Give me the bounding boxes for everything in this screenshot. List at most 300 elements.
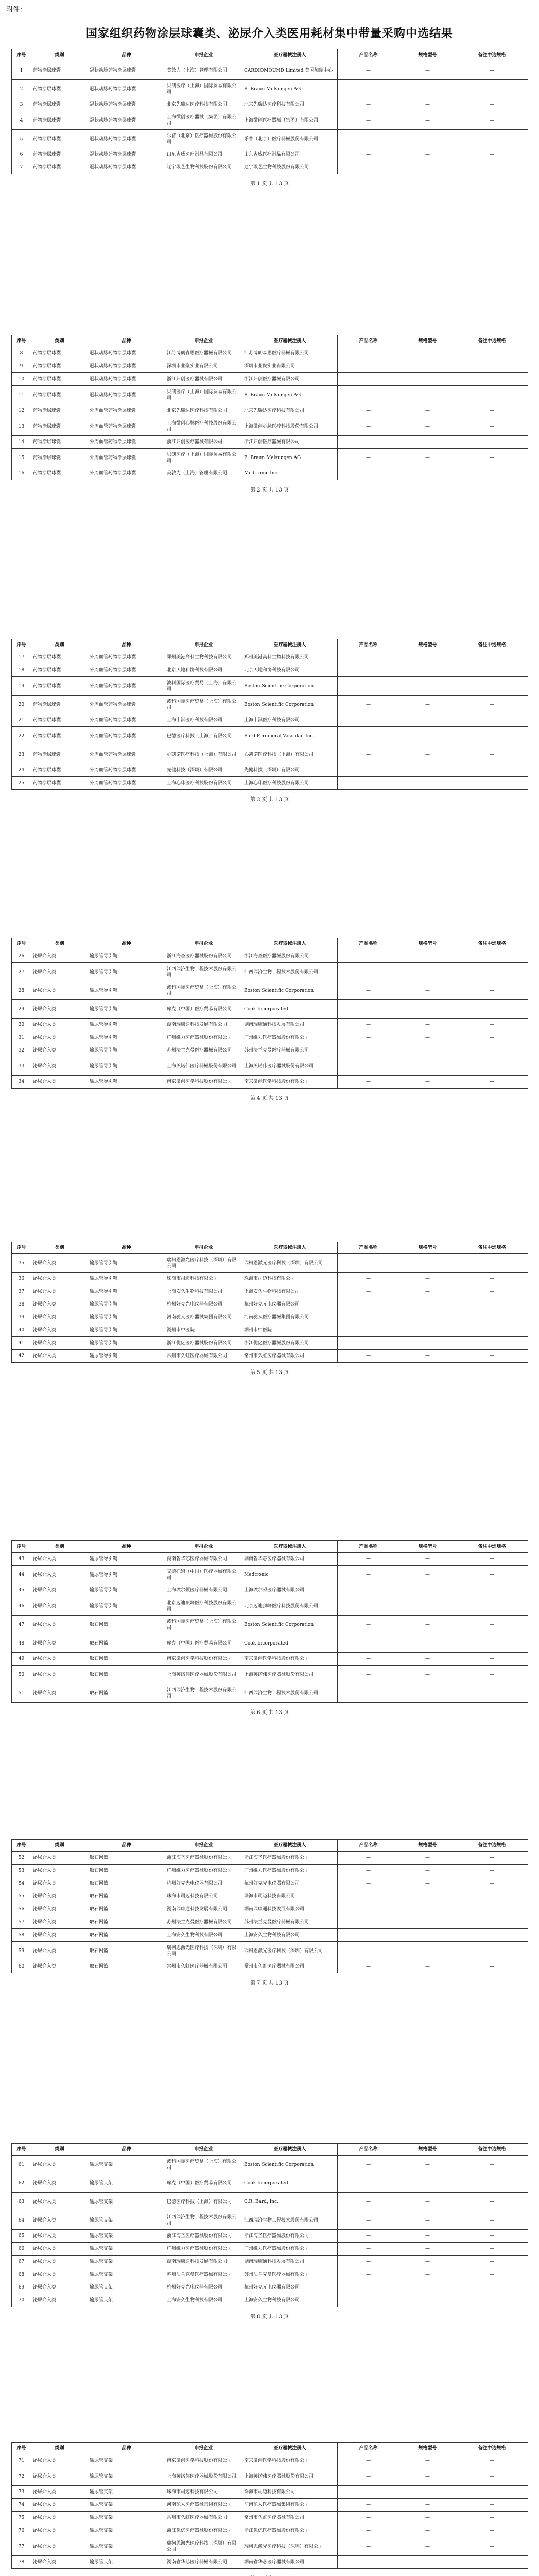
table-cell: —	[338, 404, 399, 417]
document-page	[11, 1540, 528, 1716]
table-cell: —	[399, 1311, 456, 1324]
table-cell: Medtronic Inc.	[242, 467, 338, 480]
table-cell: 泌尿介入类	[31, 2524, 88, 2537]
table-row	[12, 950, 528, 963]
table-row	[12, 1057, 528, 1076]
table-cell: 上海微创医疗器械（集团）有限公司	[242, 111, 338, 130]
column-header: 规格型号	[399, 2144, 456, 2156]
table-cell: 36	[12, 1273, 31, 1285]
table-cell: —	[456, 347, 528, 360]
table-cell: 3	[12, 98, 31, 111]
table-row	[12, 1350, 528, 1363]
table-cell: 深圳市业聚实业有限公司	[242, 360, 338, 373]
table-cell: 泌尿介入类	[31, 981, 88, 1000]
table-cell: 南京微创医学科技股份有限公司	[242, 2454, 338, 2467]
table-row	[12, 449, 528, 467]
column-header: 规格型号	[399, 335, 456, 347]
table-cell: 药物涂层球囊	[31, 449, 88, 467]
table-cell: 泌尿介入类	[31, 1942, 88, 1960]
table-cell: 输尿管导引鞘	[88, 1350, 165, 1363]
table-cell: 泌尿介入类	[31, 1044, 88, 1057]
table-cell: —	[456, 2230, 528, 2243]
table-cell: 珠海市司迈科技有限公司	[242, 2486, 338, 2499]
table-cell: 上海申淇医疗科技有限公司	[242, 714, 338, 727]
table-cell: —	[338, 2211, 399, 2230]
table-cell: —	[456, 2556, 528, 2569]
results-table	[11, 2143, 528, 2307]
table-cell: 输尿管导引鞘	[88, 1597, 165, 1616]
table-cell: —	[399, 1616, 456, 1634]
table-cell: —	[338, 1000, 399, 1019]
table-cell: 珠海市司迈科技有限公司	[242, 1890, 338, 1903]
table-cell: 江西瑞济生物工程技术股份有限公司	[165, 2211, 242, 2230]
table-cell: 药物涂层球囊	[31, 61, 88, 80]
table-cell: 浙江海圣医疗器械股份有限公司	[165, 950, 242, 963]
table-cell: 药物涂层球囊	[31, 161, 88, 174]
table-cell: —	[338, 148, 399, 161]
document-page	[11, 639, 528, 803]
table-cell: 北京先瑞达医疗科技有限公司	[165, 98, 242, 111]
table-cell: —	[399, 2156, 456, 2174]
table-cell: 心凯诺医疗科技（上海）有限公司	[165, 745, 242, 764]
table-cell: —	[456, 449, 528, 467]
table-cell: 冠状动脉药物涂层球囊	[88, 111, 165, 130]
table-cell: —	[399, 1566, 456, 1584]
table-header-row	[12, 1541, 528, 1553]
table-cell: 取石网篮	[88, 1634, 165, 1653]
table-cell: —	[399, 1634, 456, 1653]
page-number: 第 2 页 共 13 页	[250, 487, 289, 493]
table-cell: —	[338, 696, 399, 714]
table-cell: —	[338, 1942, 399, 1960]
table-cell: —	[399, 130, 456, 148]
table-cell: 常州市久虹医疗器械有限公司	[242, 1350, 338, 1363]
table-cell: 冠状动脉药物涂层球囊	[88, 347, 165, 360]
column-header: 序号	[12, 2443, 31, 2454]
table-cell: 药物涂层球囊	[31, 347, 88, 360]
table-cell: 69	[12, 2281, 31, 2294]
table-cell: 辽宁垠艺生物科技股份有限公司	[242, 161, 338, 174]
table-cell: 泌尿介入类	[31, 1076, 88, 1089]
table-cell: —	[338, 727, 399, 745]
table-cell: 杭州好克光电仪器有限公司	[165, 1298, 242, 1311]
table-cell: —	[399, 1298, 456, 1311]
column-header: 产品名称	[338, 639, 399, 651]
table-cell: 乐普（北京）医疗器械股份有限公司	[242, 130, 338, 148]
table-cell: 取石网篮	[88, 1865, 165, 1877]
table-cell: 上海英诺伟医疗器械股份有限公司	[165, 1666, 242, 1684]
table-cell: 1	[12, 61, 31, 80]
table-cell: —	[338, 1298, 399, 1311]
table-cell: —	[456, 386, 528, 404]
table-cell: —	[399, 1597, 456, 1616]
table-cell: 51	[12, 1684, 31, 1703]
table-cell: —	[338, 2499, 399, 2512]
table-cell: 外周血管药物涂层球囊	[88, 436, 165, 449]
table-cell: 6	[12, 148, 31, 161]
table-cell: 浙江归创医疗器械有限公司	[165, 373, 242, 386]
table-cell: 上海申淇医疗科技有限公司	[165, 714, 242, 727]
table-cell: 河南驼人医疗器械集团有限公司	[242, 1311, 338, 1324]
table-cell: 输尿管支架	[88, 2537, 165, 2556]
column-header: 序号	[12, 335, 31, 347]
table-cell: 药物涂层球囊	[31, 745, 88, 764]
table-cell: —	[456, 2156, 528, 2174]
table-cell: —	[399, 449, 456, 467]
table-cell: —	[456, 1916, 528, 1929]
table-cell: 34	[12, 1076, 31, 1089]
table-cell: —	[338, 714, 399, 727]
table-header-row	[12, 1840, 528, 1852]
table-cell: —	[456, 2256, 528, 2268]
table-cell: —	[338, 1254, 399, 1273]
table-cell: 53	[12, 1865, 31, 1877]
table-cell: 13	[12, 417, 31, 436]
table-cell: 南京微创医学科技股份有限公司	[165, 1653, 242, 1666]
table-cell: 65	[12, 2230, 31, 2243]
table-cell: —	[456, 1350, 528, 1363]
table-cell: 泌尿介入类	[31, 1311, 88, 1324]
table-cell: —	[456, 130, 528, 148]
table-cell: 外周血管药物涂层球囊	[88, 651, 165, 664]
table-cell: 北京迈迪顶峰医疗科技股份有限公司	[242, 1597, 338, 1616]
table-cell: —	[338, 1929, 399, 1942]
table-row	[12, 130, 528, 148]
document-page	[11, 335, 528, 493]
table-cell: —	[338, 347, 399, 360]
table-cell: —	[338, 777, 399, 790]
table-cell: 苏州法兰克曼医疗器械有限公司	[242, 1916, 338, 1929]
table-cell: 泌尿介入类	[31, 1057, 88, 1076]
table-cell: 泌尿介入类	[31, 1584, 88, 1597]
table-cell: 外周血管药物涂层球囊	[88, 417, 165, 436]
table-cell: 泌尿介入类	[31, 1031, 88, 1044]
table-cell: —	[399, 664, 456, 677]
table-row	[12, 373, 528, 386]
table-cell: 瑞柯恩激光医疗科技（深圳）有限公司	[242, 1254, 338, 1273]
column-header: 品种	[88, 1242, 165, 1254]
column-header: 类别	[31, 2144, 88, 2156]
table-cell: —	[399, 1000, 456, 1019]
column-header: 产品名称	[338, 49, 399, 61]
table-cell: 美敦力（上海）管理有限公司	[165, 467, 242, 480]
table-cell: 47	[12, 1616, 31, 1634]
table-row	[12, 1298, 528, 1311]
table-cell: 泌尿介入类	[31, 963, 88, 981]
table-row	[12, 98, 528, 111]
table-cell: —	[399, 2174, 456, 2193]
table-cell: 泌尿介入类	[31, 1852, 88, 1865]
table-cell: Boston Scientific Corporation	[242, 2156, 338, 2174]
table-cell: 输尿管支架	[88, 2243, 165, 2256]
table-cell: 浙江海圣医疗器械股份有限公司	[165, 2230, 242, 2243]
table-cell: —	[456, 1634, 528, 1653]
table-cell: 外周血管药物涂层球囊	[88, 677, 165, 696]
document-page	[11, 2442, 528, 2576]
table-row	[12, 777, 528, 790]
table-cell: —	[456, 2499, 528, 2512]
table-cell: —	[399, 2556, 456, 2569]
column-header: 产品名称	[338, 2144, 399, 2156]
table-cell: 乐普（北京）医疗器械股份有限公司	[165, 130, 242, 148]
table-cell: 取石网篮	[88, 1903, 165, 1916]
table-row	[12, 1285, 528, 1298]
table-cell: 泌尿介入类	[31, 2211, 88, 2230]
table-cell: 取石网篮	[88, 1877, 165, 1890]
table-cell: 泌尿介入类	[31, 1634, 88, 1653]
table-row	[12, 1929, 528, 1942]
table-cell: —	[338, 1653, 399, 1666]
column-header: 序号	[12, 1242, 31, 1254]
table-cell: 上海微创心脉医疗科技股份有限公司	[242, 417, 338, 436]
table-cell: 上海安久生物科技有限公司	[242, 2294, 338, 2307]
table-cell: 杭州好克光电仪器有限公司	[165, 1877, 242, 1890]
table-cell: 美敦力（上海）管理有限公司	[165, 61, 242, 80]
table-cell: —	[399, 2256, 456, 2268]
table-cell: —	[338, 2467, 399, 2486]
table-cell: 郑州美港高科生物科技有限公司	[165, 651, 242, 664]
table-cell: 63	[12, 2193, 31, 2211]
table-cell: 输尿管支架	[88, 2524, 165, 2537]
table-cell: —	[456, 2512, 528, 2524]
table-row	[12, 1597, 528, 1616]
table-cell: —	[456, 1000, 528, 1019]
table-cell: 泌尿介入类	[31, 1273, 88, 1285]
table-cell: —	[399, 1031, 456, 1044]
table-cell: 73	[12, 2486, 31, 2499]
table-cell: —	[456, 467, 528, 480]
table-cell: 上海微创医疗器械（集团）有限公司	[165, 111, 242, 130]
results-table	[11, 639, 528, 790]
table-cell: 25	[12, 777, 31, 790]
table-cell: —	[456, 1890, 528, 1903]
column-header: 申报企业	[165, 639, 242, 651]
table-cell: —	[399, 696, 456, 714]
column-header: 医疗器械注册人	[242, 335, 338, 347]
table-cell: —	[456, 61, 528, 80]
table-cell: 52	[12, 1852, 31, 1865]
table-cell: —	[456, 80, 528, 98]
table-cell: 杭州好克光电仪器有限公司	[242, 2281, 338, 2294]
table-cell: Boston Scientific Corporation	[242, 677, 338, 696]
table-cell: 48	[12, 1634, 31, 1653]
table-cell: —	[456, 2294, 528, 2307]
table-cell: 药物涂层球囊	[31, 727, 88, 745]
table-cell: 杭州好克光电仪器有限公司	[242, 1877, 338, 1890]
table-cell: —	[456, 360, 528, 373]
table-cell: —	[456, 2174, 528, 2193]
table-cell: 泌尿介入类	[31, 2556, 88, 2569]
table-cell: 泌尿介入类	[31, 2256, 88, 2268]
table-cell: —	[338, 1273, 399, 1285]
table-cell: 北京天地和协科技有限公司	[165, 664, 242, 677]
table-cell: 河南驼人医疗器械集团有限公司	[165, 2499, 242, 2512]
column-header: 序号	[12, 639, 31, 651]
table-header-row	[12, 49, 528, 61]
table-cell: 湖南省华芯医疗器械有限公司	[242, 2556, 338, 2569]
table-cell: —	[338, 1337, 399, 1350]
table-row	[12, 417, 528, 436]
column-header: 产品名称	[338, 1840, 399, 1852]
table-cell: —	[399, 1254, 456, 1273]
table-cell: 22	[12, 727, 31, 745]
table-cell: —	[399, 2230, 456, 2243]
table-cell: —	[456, 111, 528, 130]
table-cell: 上海埃尔顿医疗器械有限公司	[165, 1584, 242, 1597]
table-cell: 江西瑞济生物工程技术股份有限公司	[165, 1684, 242, 1703]
table-cell: Cook Incorporated	[242, 1000, 338, 1019]
results-table	[11, 335, 528, 480]
table-cell: 67	[12, 2256, 31, 2268]
table-cell: —	[338, 98, 399, 111]
document-page	[11, 49, 528, 187]
table-cell: —	[338, 1350, 399, 1363]
table-cell: 泌尿介入类	[31, 2467, 88, 2486]
table-cell: —	[338, 417, 399, 436]
table-cell: 输尿管支架	[88, 2512, 165, 2524]
table-cell: —	[399, 727, 456, 745]
table-cell: 取石网篮	[88, 1929, 165, 1942]
table-row	[12, 1865, 528, 1877]
table-cell: —	[338, 1584, 399, 1597]
page-number: 第 5 页 共 13 页	[250, 1370, 289, 1376]
table-cell: 外周血管药物涂层球囊	[88, 714, 165, 727]
column-header: 类别	[31, 49, 88, 61]
table-cell: 冠状动脉药物涂层球囊	[88, 161, 165, 174]
table-cell: Medtronic	[242, 1566, 338, 1584]
table-cell: 30	[12, 1019, 31, 1031]
table-row	[12, 2156, 528, 2174]
column-header: 品种	[88, 1840, 165, 1852]
document-page	[11, 2143, 528, 2320]
table-cell: —	[456, 1597, 528, 1616]
table-row	[12, 1890, 528, 1903]
table-cell: —	[456, 777, 528, 790]
table-cell: 21	[12, 714, 31, 727]
table-cell: 河南驼人医疗器械集团有限公司	[165, 1311, 242, 1324]
column-header: 备注中选规格	[456, 2443, 528, 2454]
table-cell: 11	[12, 386, 31, 404]
document-page	[11, 938, 528, 1101]
table-cell: 17	[12, 651, 31, 664]
table-cell: —	[456, 436, 528, 449]
table-cell: 9	[12, 360, 31, 373]
table-cell: —	[399, 1960, 456, 1973]
column-header: 申报企业	[165, 2144, 242, 2156]
table-cell: —	[399, 2486, 456, 2499]
table-cell: 外周血管药物涂层球囊	[88, 404, 165, 417]
table-cell: 药物涂层球囊	[31, 664, 88, 677]
table-cell: —	[338, 2281, 399, 2294]
table-cell: —	[399, 1273, 456, 1285]
table-cell: 49	[12, 1653, 31, 1666]
table-cell: —	[338, 386, 399, 404]
table-cell: —	[399, 2281, 456, 2294]
table-cell: 北京先瑞达医疗科技有限公司	[165, 404, 242, 417]
column-header: 规格型号	[399, 49, 456, 61]
table-cell: —	[399, 764, 456, 777]
table-cell: —	[338, 467, 399, 480]
table-cell: 42	[12, 1350, 31, 1363]
table-cell: 28	[12, 981, 31, 1000]
column-header: 申报企业	[165, 1242, 242, 1254]
table-cell: 冠状动脉药物涂层球囊	[88, 130, 165, 148]
table-cell: —	[338, 2486, 399, 2499]
table-row	[12, 1916, 528, 1929]
table-cell: —	[338, 963, 399, 981]
table-cell: 库克（中国）医疗贸易有限公司	[165, 1000, 242, 1019]
table-row	[12, 467, 528, 480]
table-row	[12, 148, 528, 161]
table-cell: —	[338, 1684, 399, 1703]
table-cell: 20	[12, 696, 31, 714]
table-cell: —	[338, 449, 399, 467]
table-cell: 苏州法兰克曼医疗器械有限公司	[165, 1044, 242, 1057]
table-cell: —	[399, 745, 456, 764]
table-cell: 60	[12, 1960, 31, 1973]
table-cell: —	[399, 1666, 456, 1684]
table-cell: 瑞柯恩激光医疗科技（深圳）有限公司	[165, 1254, 242, 1273]
table-cell: —	[399, 417, 456, 436]
column-header: 类别	[31, 639, 88, 651]
table-row	[12, 1337, 528, 1350]
table-cell: 57	[12, 1916, 31, 1929]
table-cell: 先健科技（深圳）有限公司	[165, 764, 242, 777]
table-cell: 4	[12, 111, 31, 130]
table-row	[12, 2174, 528, 2193]
column-header: 品种	[88, 335, 165, 347]
table-row	[12, 61, 528, 80]
table-header-row	[12, 2443, 528, 2454]
table-cell: 29	[12, 1000, 31, 1019]
table-row	[12, 2230, 528, 2243]
table-cell: 泌尿介入类	[31, 2512, 88, 2524]
table-cell: —	[338, 1044, 399, 1057]
table-cell: 辽宁垠艺生物科技股份有限公司	[165, 161, 242, 174]
table-row	[12, 111, 528, 130]
table-cell: 14	[12, 436, 31, 449]
table-cell: 64	[12, 2211, 31, 2230]
page-number: 第 1 页 共 13 页	[250, 181, 289, 187]
results-table	[11, 1242, 528, 1363]
column-header: 类别	[31, 2443, 88, 2454]
table-row	[12, 727, 528, 745]
table-cell: 北京迈迪顶峰医疗科技股份有限公司	[165, 1597, 242, 1616]
table-cell: —	[338, 436, 399, 449]
table-cell: 贝朗医疗（上海）国际贸易有限公司	[165, 449, 242, 467]
table-cell: 常州市久虹医疗器械有限公司	[165, 1350, 242, 1363]
table-cell: 56	[12, 1903, 31, 1916]
table-cell: 泌尿介入类	[31, 1324, 88, 1337]
table-cell: 波科国际医疗贸易（上海）有限公司	[165, 677, 242, 696]
table-cell: —	[456, 651, 528, 664]
table-cell: 波科国际医疗贸易（上海）有限公司	[165, 981, 242, 1000]
table-cell: —	[456, 161, 528, 174]
table-cell: —	[399, 98, 456, 111]
table-cell: 泌尿介入类	[31, 1666, 88, 1684]
table-cell: 32	[12, 1044, 31, 1057]
table-cell: Boston Scientific Corporation	[242, 981, 338, 1000]
table-cell: —	[338, 2268, 399, 2281]
table-cell: 冠状动脉药物涂层球囊	[88, 61, 165, 80]
table-cell: 泌尿介入类	[31, 1877, 88, 1890]
table-header-row	[12, 2144, 528, 2156]
table-cell: —	[456, 1942, 528, 1960]
table-cell: —	[456, 727, 528, 745]
column-header: 医疗器械注册人	[242, 639, 338, 651]
table-cell: —	[456, 2193, 528, 2211]
table-cell: —	[399, 1019, 456, 1031]
